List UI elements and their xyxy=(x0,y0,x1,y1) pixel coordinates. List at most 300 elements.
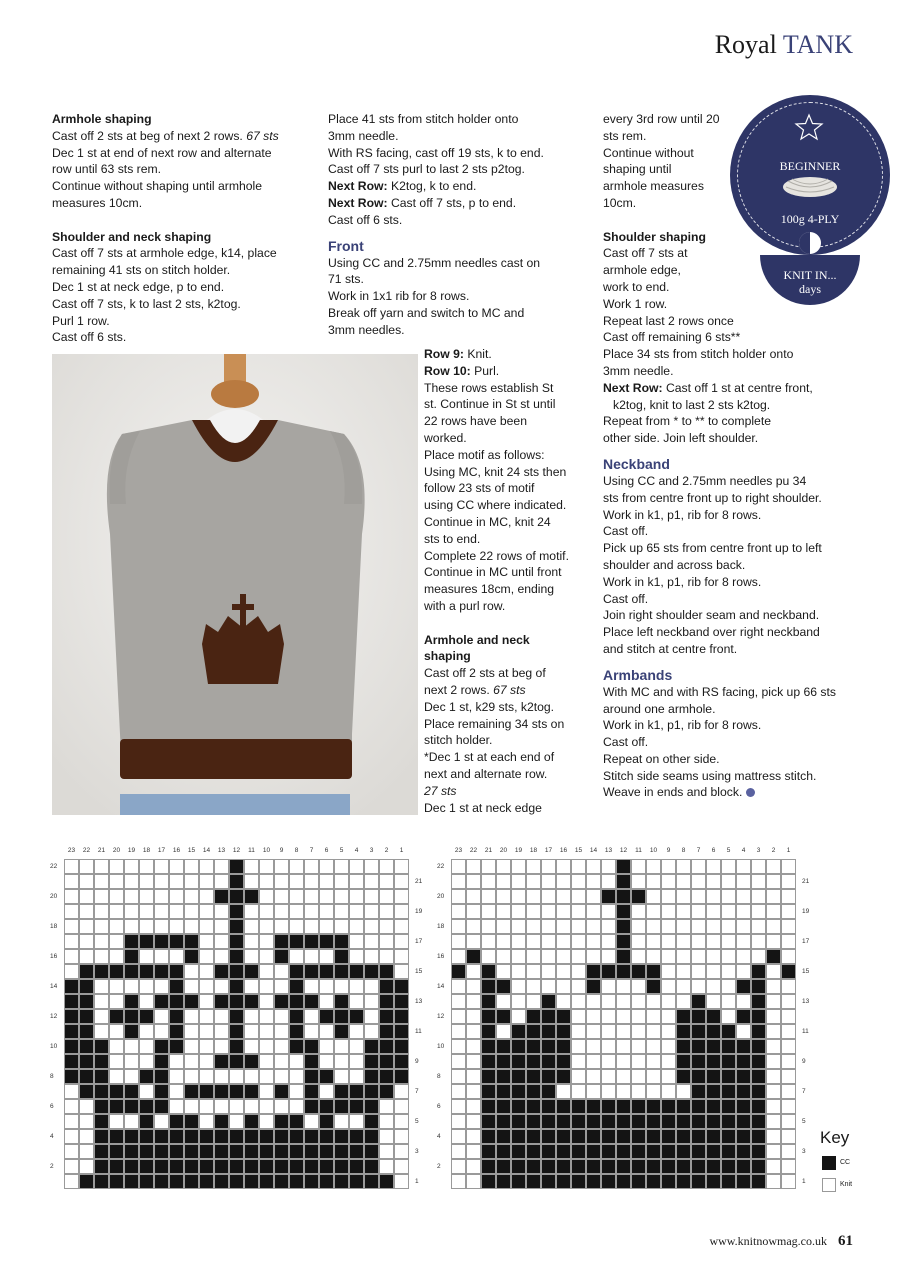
chart-cell-cc xyxy=(601,889,616,904)
chart-cell-knit xyxy=(466,994,481,1009)
chart-cell-cc xyxy=(94,1054,109,1069)
chart-cell-cc xyxy=(274,934,289,949)
chart-cell-cc xyxy=(199,1159,214,1174)
chart-cell-knit xyxy=(244,1099,259,1114)
chart-cell-cc xyxy=(556,1174,571,1189)
chart-cell-knit xyxy=(364,874,379,889)
chart-cell-knit xyxy=(451,1159,466,1174)
chart-cell-knit xyxy=(466,919,481,934)
chart-cell-knit xyxy=(451,859,466,874)
chart-cell-cc xyxy=(394,1009,409,1024)
chart-cell-knit xyxy=(736,949,751,964)
chart-cell-knit xyxy=(736,964,751,979)
chart-cell-knit xyxy=(259,994,274,1009)
chart-cell-knit xyxy=(706,979,721,994)
chart-cell-cc xyxy=(556,1099,571,1114)
chart-cell-cc xyxy=(184,994,199,1009)
chart-cell-knit xyxy=(244,1039,259,1054)
chart-cell-cc xyxy=(571,1114,586,1129)
row-number: 14 xyxy=(437,983,445,990)
chart-cell-cc xyxy=(676,1069,691,1084)
chart-cell-cc xyxy=(751,1084,766,1099)
chart-cell-cc xyxy=(259,1159,274,1174)
chart-cell-knit xyxy=(64,1174,79,1189)
chart-cell-knit xyxy=(319,994,334,1009)
chart-cell-knit xyxy=(139,979,154,994)
chart-key xyxy=(820,1128,853,1188)
chart-cell-cc xyxy=(691,1024,706,1039)
chart-cell-knit xyxy=(184,979,199,994)
chart-cell-knit xyxy=(781,919,796,934)
chart-cell-knit xyxy=(94,889,109,904)
chart-cell-knit xyxy=(334,919,349,934)
chart-cell-cc xyxy=(691,1069,706,1084)
chart-cell-cc xyxy=(661,1174,676,1189)
chart-cell-cc xyxy=(169,1009,184,1024)
chart-cell-cc xyxy=(541,1174,556,1189)
chart-cell-knit xyxy=(451,979,466,994)
chart-cell-knit xyxy=(289,889,304,904)
chart-cell-cc xyxy=(601,1144,616,1159)
chart-cell-cc xyxy=(79,994,94,1009)
chart-cell-knit xyxy=(214,919,229,934)
chart-cell-knit xyxy=(526,904,541,919)
chart-cell-knit xyxy=(511,874,526,889)
chart-cell-knit xyxy=(364,1009,379,1024)
chart-cell-knit xyxy=(199,964,214,979)
chart-cell-knit xyxy=(451,1114,466,1129)
column-number: 20 xyxy=(112,847,121,854)
chart-cell-knit xyxy=(349,1024,364,1039)
chart-cell-cc xyxy=(319,1159,334,1174)
chart-cell-knit xyxy=(631,1039,646,1054)
page-title: Royal TANK xyxy=(714,30,853,59)
chart-cell-knit xyxy=(691,949,706,964)
chart-cell-knit xyxy=(541,874,556,889)
chart-cell-knit xyxy=(394,1174,409,1189)
chart-cell-cc xyxy=(496,1009,511,1024)
chart-cell-knit xyxy=(451,1084,466,1099)
row-number: 15 xyxy=(802,968,810,975)
chart-cell-cc xyxy=(109,964,124,979)
chart-cell-knit xyxy=(319,949,334,964)
chart-cell-knit xyxy=(199,1054,214,1069)
chart-cell-cc xyxy=(379,1174,394,1189)
chart-cell-cc xyxy=(94,1099,109,1114)
chart-cell-cc xyxy=(349,1099,364,1114)
chart-cell-knit xyxy=(394,1144,409,1159)
chart-cell-knit xyxy=(706,934,721,949)
chart-cell-knit xyxy=(274,964,289,979)
key-title: Key xyxy=(820,1128,850,1147)
chart-cell-knit xyxy=(139,1084,154,1099)
chart-cell-knit xyxy=(451,904,466,919)
chart-cell-cc xyxy=(229,1009,244,1024)
chart-cell-cc xyxy=(289,994,304,1009)
chart-cell-cc xyxy=(169,1129,184,1144)
chart-cell-knit xyxy=(556,919,571,934)
chart-cell-cc xyxy=(706,1129,721,1144)
chart-cell-knit xyxy=(571,1069,586,1084)
chart-cell-knit xyxy=(184,859,199,874)
chart-cell-knit xyxy=(661,994,676,1009)
row-number: 3 xyxy=(802,1148,806,1155)
chart-cell-knit xyxy=(139,874,154,889)
chart-cell-knit xyxy=(706,964,721,979)
row-number: 11 xyxy=(415,1028,422,1035)
chart-cell-knit xyxy=(631,979,646,994)
chart-cell-cc xyxy=(349,1174,364,1189)
chart-cell-knit xyxy=(526,964,541,979)
chart-cell-knit xyxy=(586,859,601,874)
chart-cell-knit xyxy=(466,1159,481,1174)
chart-cell-cc xyxy=(214,1084,229,1099)
chart-cell-knit xyxy=(496,964,511,979)
chart-cell-knit xyxy=(766,859,781,874)
chart-cell-cc xyxy=(334,1009,349,1024)
chart-cell-knit xyxy=(94,1009,109,1024)
chart-cell-cc xyxy=(229,904,244,919)
chart-cell-cc xyxy=(244,889,259,904)
chart-cell-knit xyxy=(379,934,394,949)
chart-cell-cc xyxy=(214,964,229,979)
chart-cell-cc xyxy=(379,1024,394,1039)
column-number: 10 xyxy=(649,847,658,854)
chart-cell-knit xyxy=(79,1159,94,1174)
chart-cell-cc xyxy=(124,1099,139,1114)
chart-cell-knit xyxy=(304,1009,319,1024)
chart-cell-cc xyxy=(379,979,394,994)
chart-cell-knit xyxy=(466,1114,481,1129)
chart-cell-knit xyxy=(94,994,109,1009)
chart-cell-cc xyxy=(496,1114,511,1129)
difficulty-badge xyxy=(730,95,890,255)
chart-cell-knit xyxy=(304,1024,319,1039)
chart-cell-knit xyxy=(244,979,259,994)
chart-cell-knit xyxy=(259,979,274,994)
chart-cell-cc xyxy=(511,1054,526,1069)
chart-cell-cc xyxy=(229,1144,244,1159)
chart-cell-cc xyxy=(751,1039,766,1054)
chart-cell-knit xyxy=(349,1069,364,1084)
chart-cell-cc xyxy=(94,964,109,979)
chart-cell-cc xyxy=(481,1069,496,1084)
chart-cell-cc xyxy=(661,1129,676,1144)
chart-cell-knit xyxy=(244,1024,259,1039)
chart-cell-knit xyxy=(169,889,184,904)
chart-cell-knit xyxy=(586,1054,601,1069)
chart-cell-cc xyxy=(721,1024,736,1039)
chart-cell-knit xyxy=(556,979,571,994)
chart-cell-knit xyxy=(586,889,601,904)
chart-cell-knit xyxy=(319,859,334,874)
chart-cell-cc xyxy=(229,889,244,904)
column-number: 11 xyxy=(248,847,255,854)
chart-cell-cc xyxy=(364,1174,379,1189)
chart-cell-knit xyxy=(169,1054,184,1069)
chart-cell-cc xyxy=(319,1009,334,1024)
chart-cell-knit xyxy=(154,859,169,874)
chart-cell-cc xyxy=(631,1114,646,1129)
chart-cell-knit xyxy=(526,979,541,994)
chart-cell-cc xyxy=(706,1144,721,1159)
chart-cell-knit xyxy=(751,859,766,874)
chart-cell-cc xyxy=(646,964,661,979)
column-number: 8 xyxy=(294,847,299,854)
chart-cell-cc xyxy=(706,1039,721,1054)
chart-cell-cc xyxy=(364,1069,379,1084)
chart-cell-knit xyxy=(601,979,616,994)
chart-cell-cc xyxy=(736,1009,751,1024)
chart-cell-cc xyxy=(139,1009,154,1024)
chart-cell-knit xyxy=(766,1009,781,1024)
chart-cell-cc xyxy=(751,1069,766,1084)
chart-cell-knit xyxy=(199,1114,214,1129)
chart-cell-knit xyxy=(109,1114,124,1129)
chart-cell-cc xyxy=(736,1084,751,1099)
chart-cell-cc xyxy=(721,1099,736,1114)
chart-cell-knit xyxy=(124,889,139,904)
chart-cell-knit xyxy=(124,1054,139,1069)
chart-cell-knit xyxy=(721,979,736,994)
chart-cell-cc xyxy=(586,1144,601,1159)
chart-cell-cc xyxy=(289,934,304,949)
chart-cell-cc xyxy=(304,1069,319,1084)
chart-cell-knit xyxy=(721,889,736,904)
chart-cell-cc xyxy=(646,1159,661,1174)
chart-cell-knit xyxy=(319,919,334,934)
chart-cell-knit xyxy=(259,859,274,874)
chart-cell-knit xyxy=(379,1114,394,1129)
chart-cell-cc xyxy=(334,964,349,979)
chart-cell-cc xyxy=(676,1174,691,1189)
chart-cell-cc xyxy=(676,1099,691,1114)
chart-cell-cc xyxy=(394,979,409,994)
chart-cell-cc xyxy=(556,1114,571,1129)
chart-cell-knit xyxy=(394,1099,409,1114)
chart-cell-knit xyxy=(571,874,586,889)
chart-cell-cc xyxy=(364,1099,379,1114)
chart-cell-knit xyxy=(511,904,526,919)
chart-cell-knit xyxy=(394,934,409,949)
chart-cell-cc xyxy=(229,1084,244,1099)
chart-cell-cc xyxy=(661,1114,676,1129)
chart-cell-cc xyxy=(304,1039,319,1054)
chart-cell-cc xyxy=(751,1159,766,1174)
chart-cell-cc xyxy=(154,1129,169,1144)
chart-cell-knit xyxy=(94,979,109,994)
chart-cell-cc xyxy=(334,949,349,964)
chart-cell-cc xyxy=(706,1099,721,1114)
chart-cell-knit xyxy=(349,859,364,874)
chart-cell-knit xyxy=(154,979,169,994)
chart-cell-knit xyxy=(304,874,319,889)
chart-cell-cc xyxy=(481,1024,496,1039)
chart-cell-cc xyxy=(229,949,244,964)
chart-cell-knit xyxy=(646,934,661,949)
chart-cell-cc xyxy=(481,1084,496,1099)
row-number: 13 xyxy=(802,998,810,1005)
chart-cell-knit xyxy=(766,1054,781,1069)
chart-cell-knit xyxy=(184,874,199,889)
chart-cell-knit xyxy=(94,949,109,964)
chart-cell-cc xyxy=(289,1174,304,1189)
chart-cell-knit xyxy=(526,919,541,934)
chart-cell-knit xyxy=(601,904,616,919)
chart-cell-knit xyxy=(751,889,766,904)
chart-cell-knit xyxy=(94,1024,109,1039)
chart-cell-cc xyxy=(586,1099,601,1114)
row-number: 15 xyxy=(415,968,423,975)
chart-cell-cc xyxy=(379,964,394,979)
chart-cell-knit xyxy=(466,1069,481,1084)
chart-cell-knit xyxy=(541,904,556,919)
chart-cell-knit xyxy=(319,874,334,889)
chart-cell-cc xyxy=(79,1024,94,1039)
row-number: 21 xyxy=(802,878,810,885)
chart-cell-knit xyxy=(781,1129,796,1144)
chart-cell-cc xyxy=(199,1129,214,1144)
chart-cell-cc xyxy=(661,1159,676,1174)
chart-cell-knit xyxy=(199,934,214,949)
chart-cell-knit xyxy=(511,994,526,1009)
chart-cell-knit xyxy=(199,979,214,994)
chart-cell-cc xyxy=(109,1129,124,1144)
chart-cell-knit xyxy=(661,934,676,949)
chart-cell-cc xyxy=(601,1129,616,1144)
chart-cell-cc xyxy=(571,1144,586,1159)
chart-cell-knit xyxy=(571,1024,586,1039)
chart-cell-knit xyxy=(244,904,259,919)
chart-cell-cc xyxy=(64,1039,79,1054)
chart-cell-knit xyxy=(169,1099,184,1114)
chart-cell-cc xyxy=(94,1039,109,1054)
chart-cell-knit xyxy=(781,1069,796,1084)
chart-cell-cc xyxy=(706,1009,721,1024)
chart-cell-knit xyxy=(451,934,466,949)
chart-cell-cc xyxy=(124,1084,139,1099)
chart-cell-cc xyxy=(526,1159,541,1174)
chart-cell-cc xyxy=(229,964,244,979)
chart-cell-knit xyxy=(259,1009,274,1024)
chart-cell-knit xyxy=(781,889,796,904)
chart-cell-cc xyxy=(199,1144,214,1159)
chart-cell-knit xyxy=(781,979,796,994)
chart-cell-cc xyxy=(139,934,154,949)
chart-cell-knit xyxy=(319,1039,334,1054)
chart-cell-knit xyxy=(154,1114,169,1129)
row-number: 16 xyxy=(50,953,58,960)
row-number: 9 xyxy=(415,1058,419,1065)
chart-cell-knit xyxy=(481,889,496,904)
chart-cell-knit xyxy=(496,934,511,949)
chart-cell-knit xyxy=(79,934,94,949)
chart-cell-knit xyxy=(661,1084,676,1099)
chart-cell-cc xyxy=(691,1054,706,1069)
chart-cell-knit xyxy=(79,919,94,934)
chart-cell-cc xyxy=(184,1129,199,1144)
chart-cell-knit xyxy=(781,1159,796,1174)
chart-cell-cc xyxy=(676,1009,691,1024)
chart-cell-knit xyxy=(766,1159,781,1174)
chart-cell-cc xyxy=(646,1129,661,1144)
column-number: 14 xyxy=(589,847,598,854)
chart-cell-knit xyxy=(586,874,601,889)
chart-cell-cc xyxy=(751,1024,766,1039)
chart-cell-knit xyxy=(721,994,736,1009)
chart-cell-knit xyxy=(751,919,766,934)
chart-cell-cc xyxy=(184,1084,199,1099)
chart-cell-cc xyxy=(616,919,631,934)
chart-cell-knit xyxy=(109,979,124,994)
chart-cell-cc xyxy=(124,949,139,964)
chart-cell-cc xyxy=(541,1009,556,1024)
chart-cell-knit xyxy=(571,949,586,964)
chart-cell-cc xyxy=(154,1174,169,1189)
chart-cell-knit xyxy=(766,1069,781,1084)
chart-cell-cc xyxy=(334,934,349,949)
chart-cell-cc xyxy=(556,1054,571,1069)
chart-cell-knit xyxy=(79,1144,94,1159)
chart-cell-knit xyxy=(661,889,676,904)
page-number: 61 xyxy=(838,1233,853,1249)
chart-cell-knit xyxy=(304,889,319,904)
chart-cell-cc xyxy=(511,1174,526,1189)
chart-cell-knit xyxy=(139,949,154,964)
chart-cell-knit xyxy=(199,1009,214,1024)
chart-cell-knit xyxy=(139,904,154,919)
row-number: 22 xyxy=(50,863,58,870)
chart-cell-cc xyxy=(304,1054,319,1069)
chart-cell-cc xyxy=(154,964,169,979)
chart-cell-knit xyxy=(616,1054,631,1069)
chart-cell-knit xyxy=(379,919,394,934)
chart-cell-knit xyxy=(451,874,466,889)
chart-cell-cc xyxy=(229,1129,244,1144)
chart-cell-knit xyxy=(631,1069,646,1084)
chart-cell-knit xyxy=(289,1084,304,1099)
chart-cell-knit xyxy=(586,1009,601,1024)
chart-cell-cc xyxy=(364,1084,379,1099)
chart-cell-cc xyxy=(304,964,319,979)
chart-cell-cc xyxy=(169,1039,184,1054)
chart-cell-knit xyxy=(661,1069,676,1084)
chart-cell-cc xyxy=(526,1099,541,1114)
column-number: 17 xyxy=(157,847,166,854)
chart-cell-cc xyxy=(79,964,94,979)
chart-cell-knit xyxy=(781,1039,796,1054)
chart-cell-knit xyxy=(781,859,796,874)
chart-cell-knit xyxy=(214,1099,229,1114)
chart-cell-knit xyxy=(691,919,706,934)
chart-cell-knit xyxy=(214,979,229,994)
chart-cell-knit xyxy=(691,889,706,904)
chart-cell-cc xyxy=(169,1024,184,1039)
chart-cell-knit xyxy=(766,1114,781,1129)
chart-cell-knit xyxy=(394,949,409,964)
chart-cell-knit xyxy=(184,964,199,979)
row-number: 9 xyxy=(802,1058,806,1065)
chart-cell-cc xyxy=(169,1114,184,1129)
chart-cell-knit xyxy=(541,889,556,904)
chart-cell-cc xyxy=(169,979,184,994)
chart-cell-cc xyxy=(244,1129,259,1144)
row-number: 5 xyxy=(802,1118,806,1125)
chart-cell-knit xyxy=(214,1024,229,1039)
chart-cell-cc xyxy=(571,1174,586,1189)
chart-cell-cc xyxy=(526,1144,541,1159)
chart-cell-knit xyxy=(289,859,304,874)
